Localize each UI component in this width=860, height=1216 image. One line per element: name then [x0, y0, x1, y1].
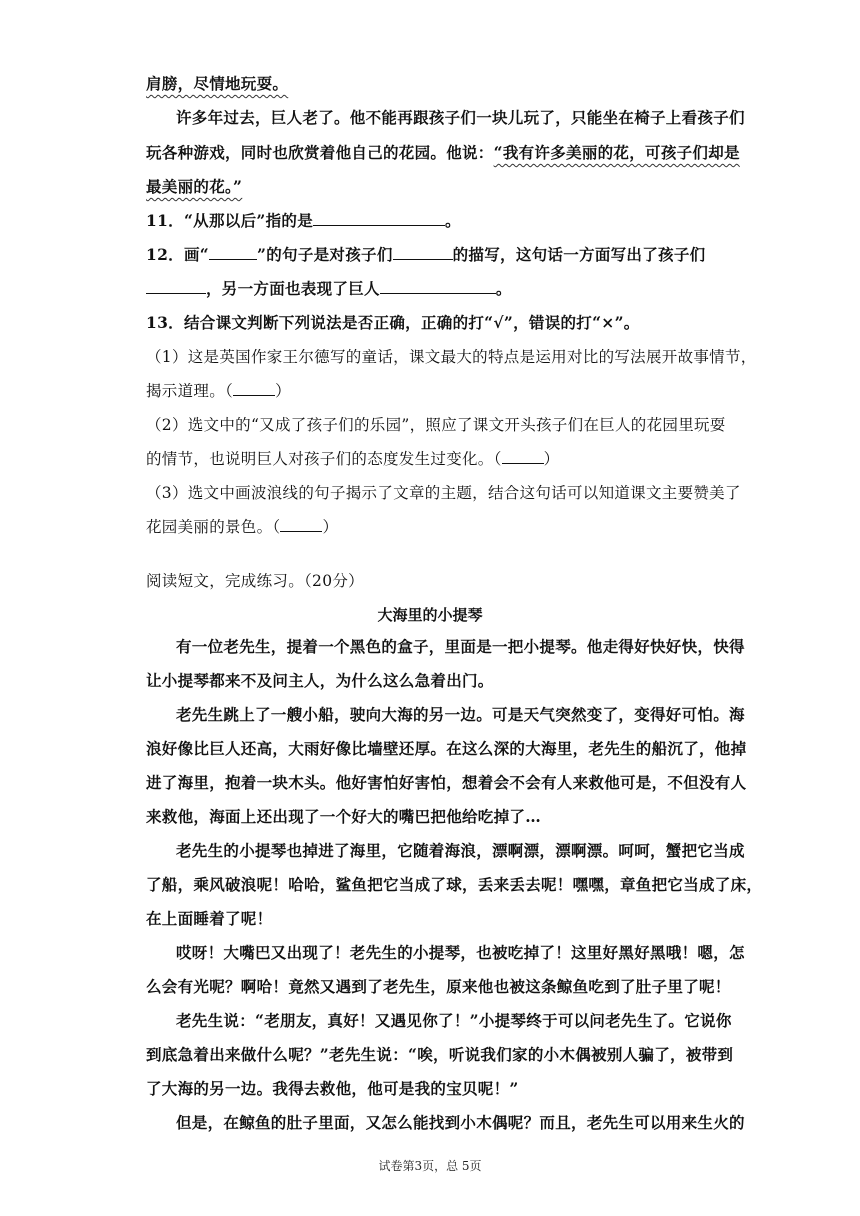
- passage-line: 最美丽的花。”: [146, 177, 243, 196]
- passage-line: 了大海的另一边。我得去救他，他可是我的宝贝呢！”: [146, 1079, 519, 1098]
- passage-line: 了船，乘风破浪呢！哈哈，鲨鱼把它当成了球，丢来丢去呢！嘿嘿，章鱼把它当成了床，: [146, 875, 763, 894]
- passage-line: 有一位老先生，提着一个黑色的盒子，里面是一把小提琴。他走得好快好快，快得: [176, 637, 745, 656]
- passage-line: 么会有光呢？啊哈！竟然又遇到了老先生，原来他也被这条鲸鱼吃到了肚子里了呢！: [146, 977, 731, 996]
- passage-line: 许多年过去，巨人老了。他不能再跟孩子们一块儿玩了，只能坐在椅子上看孩子们: [176, 108, 745, 127]
- passage-line: 玩各种游戏，同时也欣赏着他自己的花园。他说：“我有许多美丽的花，可孩子们却是: [146, 143, 740, 162]
- passage-line: 进了海里，抱着一块木头。他好害怕好害怕，想着会不会有人来救他可是，不但没有人: [146, 773, 747, 792]
- answer-blank[interactable]: [209, 245, 257, 260]
- section-instruction: 阅读短文，完成练习。（20分）: [146, 572, 364, 590]
- question-13-2: （2）选文中的“又成了孩子们的乐园”，照应了课文开头孩子们在巨人的花园里玩耍: [146, 416, 726, 434]
- answer-blank[interactable]: [280, 517, 322, 532]
- question-13-3-cont: 花园美丽的景色。（ ）: [146, 518, 339, 536]
- answer-blank[interactable]: [380, 279, 496, 294]
- question-13-1: （1）这是英国作家王尔德写的童话，课文最大的特点是运用对比的写法展开故事情节，: [146, 348, 757, 366]
- passage-line: 到底急着出来做什么呢？”老先生说：“唉，听说我们家的小木偶被别人骗了，被带到: [146, 1045, 734, 1064]
- answer-blank[interactable]: [393, 245, 453, 260]
- question-13: 13．结合课文判断下列说法是否正确，正确的打“√”，错误的打“×”。: [146, 313, 640, 332]
- question-12-cont: ，另一方面也表现了巨人 。: [146, 279, 726, 299]
- passage-line: 但是，在鲸鱼的肚子里面，又怎么能找到小木偶呢？而且，老先生可以用来生火的: [176, 1113, 745, 1132]
- passage-title: 大海里的小提琴: [377, 606, 483, 624]
- page-footer: 试卷第3页，总 5页: [378, 1159, 482, 1173]
- passage-line: 让小提琴都来不及问主人，为什么这么急着出门。: [146, 671, 494, 690]
- question-12: 12．画“ ”的句子是对孩子们 的描写，这句话一方面写出了孩子们: [146, 245, 706, 264]
- passage-line: 老先生跳上了一艘小船，驶向大海的另一边。可是天气突然变了，变得好可怕。海: [176, 705, 745, 724]
- passage-line: 老先生的小提琴也掉进了海里，它随着海浪，漂啊漂，漂啊漂。呵呵，蟹把它当成: [176, 841, 745, 860]
- passage-line: 老先生说：“老朋友，真好！又遇见你了！”小提琴终于可以问老先生了。它说你: [176, 1011, 732, 1030]
- question-11: 11．“从那以后”指的是 。: [146, 211, 461, 230]
- passage-line: 浪好像比巨人还高，大雨好像比墙壁还厚。在这么深的大海里，老先生的船沉了，他掉: [146, 739, 747, 758]
- question-13-1-cont: 揭示道理。（ ）: [146, 382, 291, 400]
- passage-line: 肩膀，尽情地玩耍。: [146, 74, 289, 93]
- answer-blank[interactable]: [146, 279, 206, 294]
- passage-line: 在上面睡着了呢！: [146, 909, 273, 928]
- passage-line: 哎呀！大嘴巴又出现了！老先生的小提琴，也被吃掉了！这里好黑好黑哦！嗯，怎: [176, 943, 745, 962]
- question-13-2-cont: 的情节，也说明巨人对孩子们的态度发生过变化。（ ）: [146, 450, 560, 468]
- passage-line: 来救他，海面上还出现了一个好大的嘴巴把他给吃掉了…: [146, 807, 542, 826]
- answer-blank[interactable]: [313, 211, 445, 226]
- answer-blank[interactable]: [233, 381, 275, 396]
- question-13-3: （3）选文中画波浪线的句子揭示了文章的主题，结合这句话可以知道课文主要赞美了: [146, 484, 741, 502]
- answer-blank[interactable]: [502, 449, 544, 464]
